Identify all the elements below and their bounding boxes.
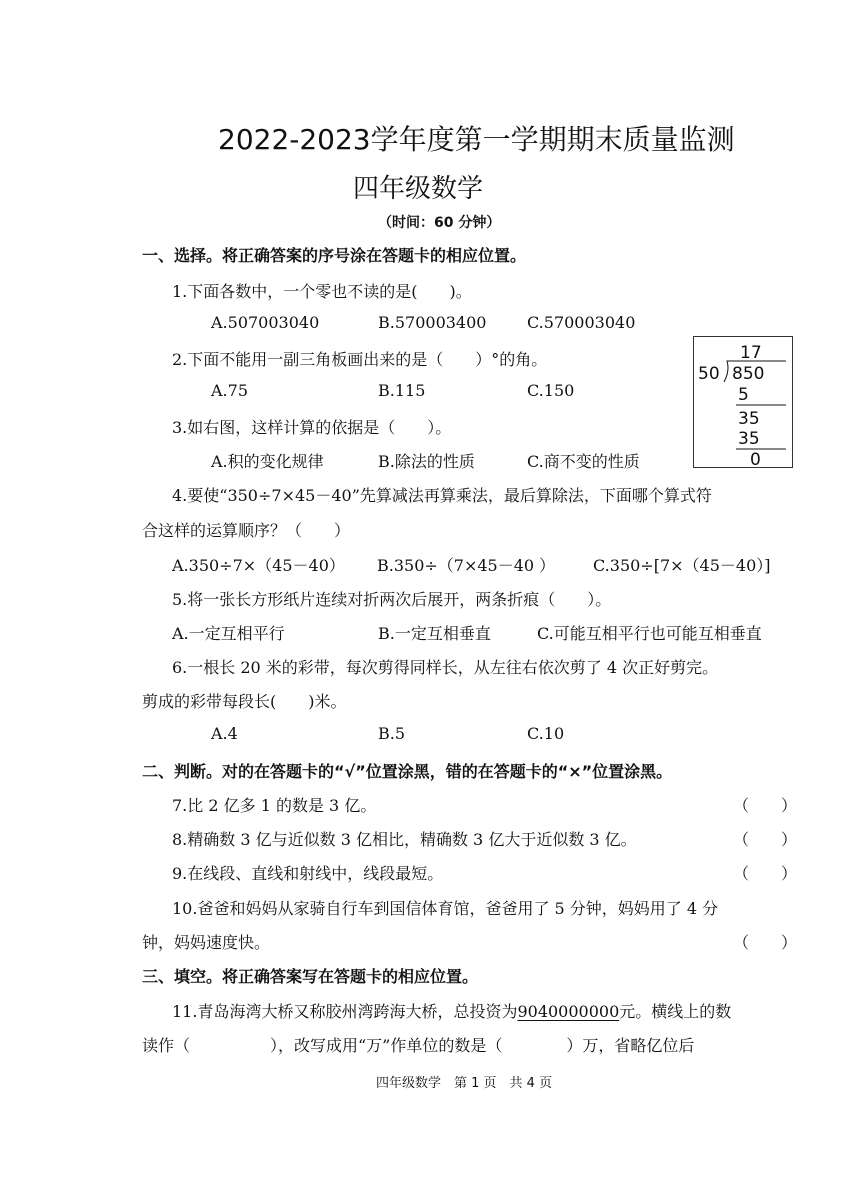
question-10-line-2: 钟，妈妈速度快。: [142, 933, 271, 952]
division-dividend: 850: [732, 364, 765, 384]
question-8: 8.精确数 3 亿与近似数 3 亿相比，精确数 3 亿大于近似数 3 亿。: [172, 830, 637, 849]
question-10-line-1: 10.爸爸和妈妈从家骑自行车到国信体育馆，爸爸用了 5 分钟，妈妈用了 4 分: [172, 899, 719, 918]
q10-answer-paren: （ ）: [733, 933, 798, 952]
question-4-line-1: 4.要使“350÷7×45－40”先算减法再算乘法，最后算除法，下面哪个算式符: [172, 486, 712, 505]
question-3: 3.如右图，这样计算的依据是（ ）。: [172, 418, 452, 437]
question-2: 2.下面不能用一副三角板画出来的是（ ）°的角。: [172, 350, 548, 369]
q2-option-a: A.75: [211, 381, 248, 400]
q8-answer-paren: （ ）: [733, 830, 798, 849]
section3-heading: 三、填空。将正确答案写在答题卡的相应位置。: [142, 967, 479, 986]
question-1: 1.下面各数中，一个零也不读的是( )。: [172, 282, 472, 301]
q3-option-b: B.除法的性质: [378, 452, 475, 471]
question-7: 7.比 2 亿多 1 的数是 3 亿。: [172, 796, 377, 815]
question-6-line-2: 剪成的彩带每段长( )米。: [142, 692, 347, 711]
question-6-line-1: 6.一根长 20 米的彩带，每次剪得同样长，从左往右依次剪了 4 次正好剪完。: [172, 658, 719, 677]
q11-underlined-number: 9040000000: [517, 1002, 620, 1021]
q5-option-c: C.可能互相平行也可能互相垂直: [537, 624, 762, 643]
q1-option-b: B.570003400: [378, 313, 487, 332]
q6-option-b: B.5: [378, 724, 406, 743]
page-title: 2022-2023学年度第一学期期末质量监测: [218, 123, 735, 156]
page-footer: 四年级数学 第 1 页 共 4 页: [376, 1076, 553, 1091]
q7-answer-paren: （ ）: [733, 796, 798, 815]
q2-option-c: C.150: [527, 381, 575, 400]
section1-heading: 一、选择。将正确答案的序号涂在答题卡的相应位置。: [142, 246, 527, 265]
q5-option-b: B.一定互相垂直: [378, 624, 491, 643]
q11-text-after: 元。横线上的数: [619, 1002, 732, 1021]
q9-answer-paren: （ ）: [733, 864, 798, 883]
q5-option-a: A.一定互相平行: [172, 624, 285, 643]
division-remainder: 0: [750, 450, 761, 467]
division-divisor: 50: [698, 364, 720, 384]
question-11-line-2: 读作（ ），改写成用“万”作单位的数是（ ）万，省略亿位后: [142, 1036, 695, 1055]
question-5: 5.将一张长方形纸片连续对折两次后展开，两条折痕（ ）。: [172, 590, 612, 609]
division-step-3: 35: [738, 429, 760, 449]
q4-option-c: C.350÷[7×（45－40）]: [593, 556, 771, 575]
division-step-1: 5: [738, 385, 749, 405]
q3-option-a: A.积的变化规律: [211, 452, 324, 471]
q1-option-c: C.570003040: [527, 313, 636, 332]
question-4-line-2: 合这样的运算顺序？（ ）: [142, 521, 351, 540]
q1-option-a: A.507003040: [211, 313, 320, 332]
long-division-figure: [693, 336, 793, 468]
q4-option-a: A.350÷7×（45－40）: [172, 556, 345, 575]
time-note: （时间：60 分钟）: [378, 215, 501, 231]
question-11-line-1: [172, 999, 731, 1022]
q11-text-before: 11.青岛海湾大桥又称胶州湾跨海大桥，总投资为: [172, 1002, 518, 1021]
q3-option-c: C.商不变的性质: [527, 452, 640, 471]
q6-option-a: A.4: [211, 724, 238, 743]
q6-option-c: C.10: [527, 724, 565, 743]
q2-option-b: B.115: [378, 381, 426, 400]
question-9: 9.在线段、直线和射线中，线段最短。: [172, 864, 444, 883]
q4-option-b: B.350÷（7×45－40 ）: [377, 556, 556, 575]
long-division-svg: [694, 337, 792, 467]
page-subtitle: 四年级数学: [353, 174, 484, 204]
section2-heading: 二、判断。对的在答题卡的“√”位置涂黑，错的在答题卡的“×”位置涂黑。: [142, 762, 673, 781]
division-quotient: 17: [740, 343, 762, 363]
division-step-2: 35: [738, 409, 760, 429]
